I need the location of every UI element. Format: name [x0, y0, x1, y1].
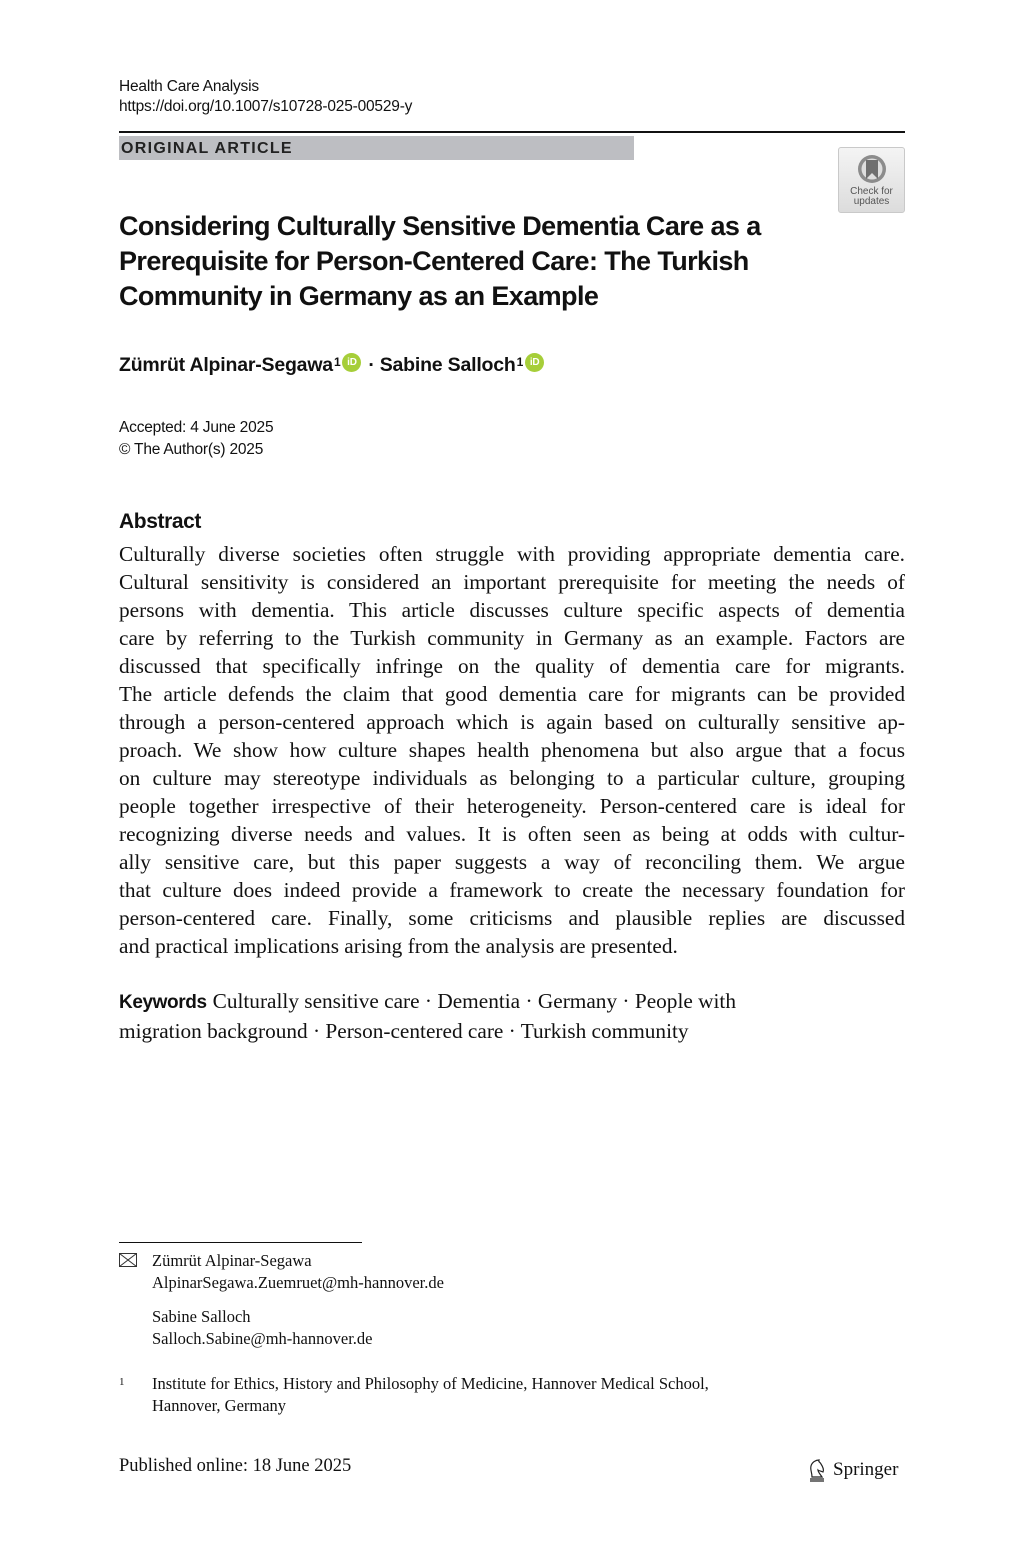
orcid-icon[interactable]: iD	[525, 353, 544, 372]
abstract-line: that culture does indeed provide a framework to create the necessary foundation for	[119, 878, 905, 902]
article-title	[119, 209, 819, 314]
abstract-line: care by referring to the Turkish community in Germany as an example. Factors are	[119, 626, 905, 650]
title-line: Considering Culturally Sensitive Dementia Care as a	[119, 211, 761, 241]
header-rule	[119, 131, 905, 133]
copyright-notice: © The Author(s) 2025	[119, 441, 264, 458]
footnote-rule	[119, 1242, 362, 1243]
affiliation-number: 1	[119, 1376, 125, 1388]
abstract-line: ally sensitive care, but this paper suggests a way of reconciling them. We argue	[119, 850, 905, 874]
abstract-line: proach. We show how culture shapes health phenomena but also argue that a focus	[119, 738, 905, 762]
keywords-section	[119, 987, 905, 1045]
keywords-line: migration background · Person-centered care · Turkish community	[119, 1019, 689, 1043]
accepted-date: Accepted: 4 June 2025	[119, 419, 274, 436]
abstract-line: person-centered care. Finally, some criticisms and plausible replies are discussed	[119, 906, 905, 930]
envelope-icon	[119, 1253, 137, 1267]
affiliation-marker: 1	[516, 355, 524, 369]
published-online-date: Published online: 18 June 2025	[119, 1456, 352, 1476]
journal-name: Health Care Analysis	[119, 78, 259, 95]
abstract-line: on culture may stereotype individuals as belonging to a particular culture, grouping	[119, 766, 905, 790]
contact-email[interactable]: Salloch.Sabine@mh-hannover.de	[152, 1329, 373, 1348]
orcid-icon[interactable]: iD	[342, 353, 361, 372]
abstract-line: and practical implications arising from the analysis are presented.	[119, 934, 678, 958]
abstract-line: Culturally diverse societies often struggle with providing appropriate dementia care.	[119, 542, 905, 566]
publisher-name: Springer	[833, 1459, 899, 1480]
abstract-heading: Abstract	[119, 510, 201, 533]
contact-email[interactable]: AlpinarSegawa.Zuemruet@mh-hannover.de	[152, 1273, 444, 1292]
springer-knight-icon	[807, 1458, 827, 1482]
abstract-line: recognizing diverse needs and values. It is often seen as being at odds with cultur-	[119, 822, 905, 846]
badge-line-1: Check for	[850, 186, 893, 197]
bookmark-icon	[857, 152, 887, 186]
abstract-line: through a person-centered approach which is again based on culturally sensitive ap-	[119, 710, 905, 734]
title-line: Community in Germany as an Example	[119, 281, 599, 311]
article-dates	[119, 417, 273, 461]
abstract-line: The article defends the claim that good dementia care for migrants can be provided	[119, 682, 905, 706]
author-name[interactable]: Zümrüt Alpinar-Segawa	[119, 354, 333, 376]
badge-line-2: updates	[853, 196, 890, 207]
article-type-banner: ORIGINAL ARTICLE	[119, 136, 634, 160]
abstract-body	[119, 540, 905, 960]
abstract-line: discussed that specifically infringe on the quality of dementia care for migrants.	[119, 654, 905, 678]
abstract-line: people together irrespective of their heterogeneity. Person-centered care is ideal for	[119, 794, 905, 818]
keywords-label: Keywords	[119, 992, 207, 1013]
affiliation-marker: 1	[333, 355, 341, 369]
abstract-line: persons with dementia. This article discusses culture specific aspects of dementia	[119, 598, 905, 622]
affiliation-line: Institute for Ethics, History and Philosophy of Medicine, Hannover Medical School,	[152, 1374, 709, 1393]
check-for-updates-badge[interactable]	[838, 147, 905, 213]
publisher-logo	[807, 1458, 898, 1482]
journal-header	[119, 77, 412, 117]
author-list	[119, 351, 547, 379]
title-line: Prerequisite for Person-Centered Care: The Turkish	[119, 246, 749, 276]
contact-name: Zümrüt Alpinar-Segawa	[152, 1251, 312, 1270]
contact-name: Sabine Salloch	[152, 1307, 251, 1326]
keywords-line: Culturally sensitive care · Dementia · Germany · People with	[212, 989, 736, 1013]
affiliation-line: Hannover, Germany	[152, 1396, 287, 1415]
author-name[interactable]: Sabine Salloch	[379, 354, 516, 376]
abstract-line: Cultural sensitivity is considered an important prerequisite for meeting the needs of	[119, 570, 905, 594]
author-separator: ·	[368, 354, 375, 376]
doi-link[interactable]: https://doi.org/10.1007/s10728-025-00529-y	[119, 98, 413, 115]
